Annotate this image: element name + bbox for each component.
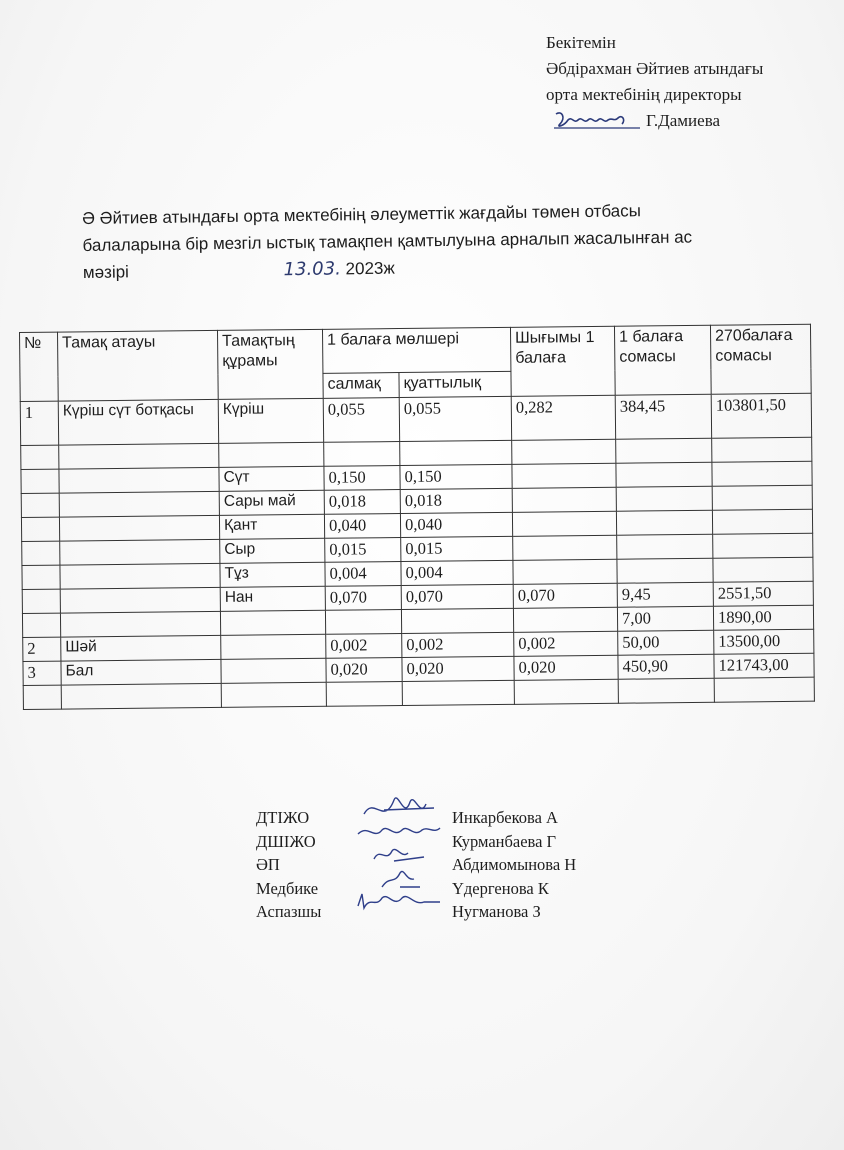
cell-consumption [512, 463, 616, 488]
cell-composition: Күріш [218, 398, 323, 443]
cell-num: 1 [20, 401, 58, 445]
cell-num [23, 685, 61, 709]
cell-calorie: 0,055 [399, 396, 511, 441]
cell-weight: 0,150 [324, 466, 400, 491]
signature-name: Үдергенова К [452, 878, 549, 898]
cell-calorie: 0,150 [400, 464, 512, 489]
cell-calorie: 0,020 [402, 656, 514, 681]
cell-num [22, 589, 60, 613]
cell-cost-one [618, 678, 714, 703]
signature-name: Абдимомынова Н [452, 855, 577, 874]
signature-name: Курманбаева Г [452, 831, 557, 851]
signature-role: ДШІЖО [256, 831, 316, 851]
header-weight: салмақ [323, 373, 399, 399]
header-composition: Тамақтың құрамы [217, 329, 323, 399]
cell-consumption [512, 439, 616, 464]
cell-cost-total [713, 557, 813, 582]
cell-name [60, 539, 220, 565]
cell-calorie: 0,040 [400, 512, 512, 537]
cell-composition: Сары май [219, 490, 324, 515]
cell-cost-total: 121743,00 [714, 653, 814, 678]
cell-weight: 0,070 [325, 586, 401, 611]
cell-composition [219, 442, 324, 467]
cell-num: 2 [23, 637, 61, 661]
cell-weight: 0,002 [326, 634, 402, 659]
cell-consumption [513, 535, 617, 560]
cell-composition [221, 658, 326, 683]
cell-name [60, 587, 220, 613]
cell-cost-one: 50,00 [618, 630, 714, 655]
cell-consumption: 0,002 [514, 631, 618, 656]
signatures-block [256, 806, 576, 924]
cell-cost-total [712, 437, 812, 462]
cell-cost-one: 450,90 [618, 654, 714, 679]
cell-consumption: 0,070 [513, 583, 617, 608]
cell-composition: Нан [220, 586, 325, 611]
cell-cost-one: 7,00 [617, 606, 713, 631]
cell-cost-total: 1890,00 [713, 605, 813, 630]
signature-role: ДТІЖО [256, 808, 310, 827]
cell-cost-one [617, 534, 713, 559]
cell-calorie [402, 680, 514, 705]
cell-cost-total [712, 461, 812, 486]
cell-cost-one: 9,45 [617, 582, 713, 607]
cell-weight: 0,004 [325, 562, 401, 587]
cell-num [22, 541, 60, 565]
cell-weight: 0,040 [324, 514, 400, 539]
cell-cost-total [713, 533, 813, 558]
cell-calorie: 0,070 [401, 584, 513, 609]
header-consumption: Шығымы 1 балаға [510, 326, 615, 396]
cell-consumption [513, 607, 617, 632]
cell-weight [325, 610, 401, 635]
director-signature-icon [552, 108, 642, 134]
date-year: 2023ж [345, 258, 395, 279]
signature-row [256, 900, 576, 924]
cell-consumption: 0,282 [511, 395, 615, 440]
approval-position: орта мектебінің директоры [546, 85, 742, 104]
cell-name [61, 683, 221, 709]
cell-consumption [512, 487, 616, 512]
signature-name: Инкарбекова А [452, 808, 558, 827]
director-signature-line [546, 108, 836, 134]
handwritten-signature-icon [354, 890, 450, 922]
cell-name [59, 491, 219, 517]
cell-name: Шәй [61, 635, 221, 661]
cell-num [22, 613, 60, 637]
cell-calorie [401, 608, 513, 633]
cell-cost-one [616, 486, 712, 511]
cell-num [21, 493, 59, 517]
cell-name [59, 515, 219, 541]
cell-composition: Сыр [220, 538, 325, 563]
cell-cost-one: 384,45 [615, 394, 711, 439]
handwritten-date: 13.03. [283, 258, 342, 281]
cell-cost-total: 13500,00 [714, 629, 814, 654]
header-per-child: 1 балаға мөлшері [322, 327, 510, 373]
cell-cost-total: 103801,50 [711, 393, 811, 438]
cell-weight: 0,055 [323, 398, 399, 443]
signature-mark [354, 900, 452, 923]
header-num: № [20, 332, 59, 401]
cell-cost-total [714, 677, 814, 702]
signature-role: ӘП [256, 855, 280, 874]
cell-num [22, 565, 60, 589]
cell-cost-one [616, 510, 712, 535]
cell-cost-one [617, 558, 713, 583]
cell-weight: 0,015 [325, 538, 401, 563]
cell-num: 3 [23, 661, 61, 685]
menu-table [19, 324, 815, 710]
cell-weight: 0,020 [326, 658, 402, 683]
cell-composition [221, 682, 326, 707]
cell-calorie: 0,004 [401, 560, 513, 585]
cell-cost-total: 2551,50 [713, 581, 813, 606]
cell-consumption: 0,020 [514, 655, 618, 680]
cell-num [21, 517, 59, 541]
cell-composition [221, 634, 326, 659]
cell-calorie: 0,002 [402, 632, 514, 657]
header-name: Тамақ атауы [58, 330, 219, 401]
title-line-2: балаларына бір мезгіл ыстық тамақпен қамтылуына арналып жасалынған ас [82, 227, 693, 255]
cell-composition: Қант [219, 514, 324, 539]
cell-cost-total [712, 485, 812, 510]
header-cost-one: 1 балаға сомасы [614, 325, 711, 395]
cell-name: Бал [61, 659, 221, 685]
title-line-3-text: мәзірі [82, 262, 130, 282]
cell-num [21, 469, 59, 493]
cell-consumption [514, 679, 618, 704]
cell-name [60, 611, 220, 637]
cell-weight: 0,018 [324, 490, 400, 515]
approval-heading: Бекітемін [546, 33, 616, 52]
cell-calorie: 0,018 [400, 488, 512, 513]
cell-name [59, 443, 219, 469]
cell-composition: Сүт [219, 466, 324, 491]
approval-school: Әбдірахман Әйтиев атындағы [546, 59, 764, 78]
cell-name [59, 467, 219, 493]
cell-name [60, 563, 220, 589]
cell-cost-one [616, 462, 712, 487]
header-calorie: қуаттылық [399, 371, 511, 397]
menu-table-body [20, 393, 814, 709]
cell-consumption [512, 511, 616, 536]
cell-composition [220, 610, 325, 635]
cell-cost-one [616, 438, 712, 463]
signature-role: Аспазшы [256, 902, 322, 921]
cell-consumption [513, 559, 617, 584]
title-line-1: Ә Әйтиев атындағы орта мектебінің әлеуметтік жағдайы төмен отбасы [82, 201, 642, 228]
signature-name: Нугманова З [452, 902, 541, 921]
signature-role: Медбике [256, 878, 319, 898]
cell-composition: Тұз [220, 562, 325, 587]
director-name: Г.Дамиева [646, 111, 721, 130]
cell-name: Күріш сүт ботқасы [58, 399, 218, 445]
header-cost-total: 270балаға сомасы [710, 324, 811, 394]
cell-cost-total [712, 509, 812, 534]
approval-block [546, 30, 836, 134]
cell-weight [324, 442, 400, 467]
document-title [82, 195, 783, 286]
cell-num [21, 445, 59, 469]
cell-weight [326, 682, 402, 707]
cell-calorie [400, 440, 512, 465]
cell-calorie: 0,015 [401, 536, 513, 561]
